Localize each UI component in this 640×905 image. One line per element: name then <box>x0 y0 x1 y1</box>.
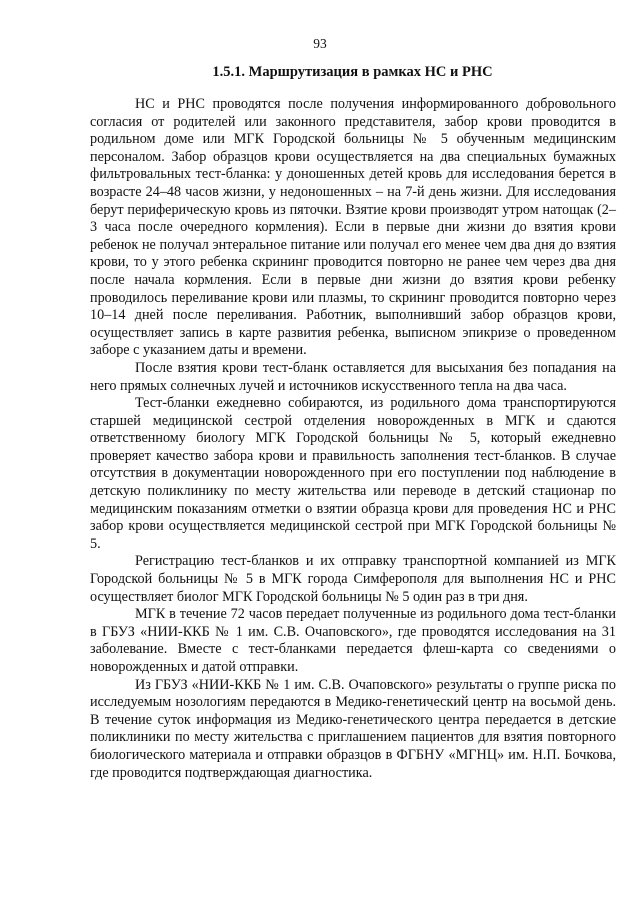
paragraph-sampling-procedure: НС и РНС проводятся после получения информированного добровольного согласия от родителей или законного представителя, забор крови проводится в родильном доме или МГК Городской больницы № 5 обученным медицинским персоналом. Забор образцов крови осуществляется на два специальных бумажных фильтровальных тест-бланка: у доношенных детей кровь для исследования берется в возрасте 24–48 часов жизни, у недоношенных – на 7-й день жизни. Для исследования берут периферическую кровь из пяточки. Взятие крови производят утром натощак (2–3 часа после очередного кормления). Если в первые дни жизни до взятия крови ребенок не получал энтеральное питание или получал его менее чем два дня до взятия крови, то у этого ребенка скрининг проводится повторно не ранее чем через два дня после начала кормления. Если в первые дни жизни до взятия крови ребенку проводилось переливание крови или плазмы, то скрининг проводится повторно через 10–14 дней после переливания. Работник, выполнивший забор образцов крови, осуществляет запись в карте развития ребенка, выписном эпикризе о проведенном заборе с указанием даты и времени. <box>90 96 616 359</box>
paragraph-testing: МГК в течение 72 часов передает полученные из родильного дома тест-бланки в ГБУЗ «НИИ-ККБ № 1 им. С.В. Очаповского», где проводятся исследования на 31 заболевание. Вместе с тест-бланками передается флеш-карта со сведениями о новорожденных и датой отправки. <box>90 606 616 675</box>
paragraph-registration: Регистрацию тест-бланков и их отправку транспортной компанией из МГК Городской больницы № 5 в МГК города Симферополя для выполнения НС и РНС осуществляет биолог МГК Городской больницы № 5 один раз в три дня. <box>90 553 616 605</box>
page-number: 93 <box>313 36 327 51</box>
paragraph-collection-transport: Тест-бланки ежедневно собираются, из родильного дома транспортируются старшей медицинской сестрой отделения новорожденных в МГК и сдаются ответственному биологу МГК Городской больницы № 5, который ежедневно проверяет качество забора крови и правильность заполнения тест-бланков. В случае отсутствия в документации новорожденного при его поступлении под наблюдение в детскую поликлинику по месту жительства или переводе в детский стационар по медицинским показаниям отметки о взятии образца крови для проведения НС и РНС забор крови осуществляется медицинской сестрой при МГК Городской больницы № 5. <box>90 395 616 552</box>
paragraph-drying: После взятия крови тест-бланк оставляется для высыхания без попадания на него прямых солнечных лучей и источников искусственного тепла на два часа. <box>90 359 616 394</box>
section-heading: 1.5.1. Маршрутизация в рамках НС и РНС <box>212 64 493 80</box>
paragraph-results: Из ГБУЗ «НИИ-ККБ № 1 им. С.В. Очаповского» результаты о группе риска по исследуемым нозологиям передаются в Медико-генетический центр на восьмой день. В течение суток информация из Медико-генетического центра передается в детские поликлиники по месту жительства с приглашением пациентов для взятия повторного биологического материала и отправки образцов в ФГБНУ «МГНЦ» им. Н.П. Бочкова, где проводится подтверждающая диагностика. <box>90 676 616 781</box>
body-text <box>90 96 616 782</box>
